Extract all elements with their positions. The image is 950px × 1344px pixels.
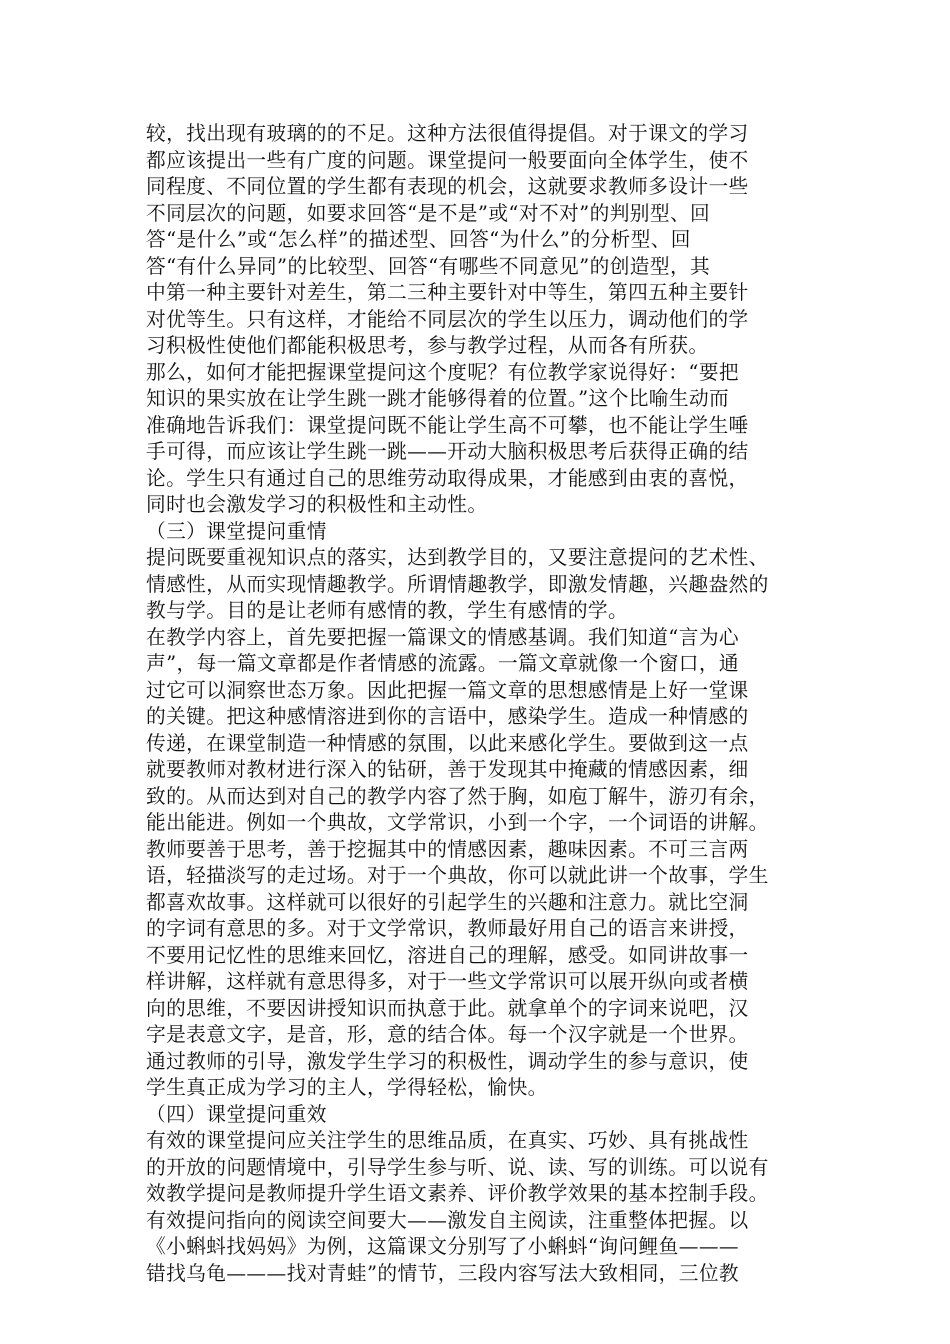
text-line: 不同层次的问题，如要求回答“是不是”或“对不对”的判别型、回 bbox=[146, 201, 711, 225]
paragraph bbox=[146, 625, 826, 1102]
text-line: 准确地告诉我们：课堂提问既不能让学生高不可攀，也不能让学生唾 bbox=[146, 413, 749, 437]
text-line: 答“是什么”或“怎么样”的描述型、回答“为什么”的分析型、回 bbox=[146, 228, 691, 251]
text-line: 不要用记忆性的思维来回忆，溶进自己的理解，感受。如同讲故事一 bbox=[146, 943, 749, 967]
text-line: 字是表意文字，是音，形，意的结合体。每一个汉字就是一个世界。 bbox=[146, 1023, 749, 1046]
text-line: 论。学生只有通过自己的思维劳动取得成果，才能感到由衷的喜悦， bbox=[146, 466, 749, 490]
paragraph bbox=[146, 121, 826, 360]
text-line: 提问既要重视知识点的落实，达到教学目的，又要注意提问的艺术性、 bbox=[146, 546, 769, 569]
text-line: 情感性，从而实现情趣教学。所谓情趣教学，即激发情趣，兴趣盎然的 bbox=[146, 572, 769, 596]
text-line: 习积极性使他们都能积极思考，参与教学过程，从而各有所获。 bbox=[146, 334, 709, 357]
text-line: （三）课堂提问重情 bbox=[146, 519, 327, 543]
text-line: 致的。从而达到对自己的教学内容了然于胸，如庖丁解牛，游刃有余， bbox=[146, 784, 769, 808]
text-line: 知识的果实放在让学生跳一跳才能够得着的位置。”这个比喻生动而 bbox=[146, 387, 730, 410]
text-line: 都应该提出一些有广度的问题。课堂提问一般要面向全体学生，使不 bbox=[146, 148, 749, 172]
text-line: 有效提问指向的阅读空间要大——激发自主阅读，注重整体把握。以 bbox=[146, 1208, 749, 1232]
document-body bbox=[146, 121, 826, 1287]
text-line: 错找乌龟———找对青蛙”的情节，三段内容写法大致相同，三位教 bbox=[146, 1261, 739, 1285]
text-line: 都喜欢故事。这样就可以很好的引起学生的兴趣和注意力。就比空洞 bbox=[146, 890, 749, 914]
text-line: 传递，在课堂制造一种情感的氛围，以此来感化学生。要做到这一点 bbox=[146, 731, 749, 755]
text-line: 较，找出现有玻璃的的不足。这种方法很值得提倡。对于课文的学习 bbox=[146, 122, 749, 145]
text-line: 教与学。目的是让老师有感情的教，学生有感情的学。 bbox=[146, 599, 629, 622]
text-line: 的关键。把这种感情溶进到你的言语中，感染学生。造成一种情感的 bbox=[146, 705, 749, 728]
text-line: 手可得，而应该让学生跳一跳——开动大脑积极思考后获得正确的结 bbox=[146, 440, 749, 463]
text-line: 在教学内容上，首先要把握一篇课文的情感基调。我们知道“言为心 bbox=[146, 625, 739, 649]
text-line: 效教学提问是教师提升学生语文素养、评价教学效果的基本控制手段。 bbox=[146, 1182, 769, 1205]
text-line: 同时也会激发学习的积极性和主动性。 bbox=[146, 493, 488, 516]
text-line: 能出能进。例如一个典故，文学常识，小到一个字，一个词语的讲解。 bbox=[146, 811, 769, 834]
paragraph bbox=[146, 1102, 826, 1129]
text-line: 学生真正成为学习的主人，学得轻松，愉快。 bbox=[146, 1076, 548, 1099]
text-line: 的开放的问题情境中，引导学生参与听、说、读、写的训练。可以说有 bbox=[146, 1155, 769, 1179]
text-line: 语，轻描淡写的走过场。对于一个典故，你可以就此讲一个故事，学生 bbox=[146, 864, 769, 887]
text-line: 的字词有意思的多。对于文学常识，教师最好用自己的语言来讲授， bbox=[146, 917, 749, 940]
text-line: （四）课堂提问重效 bbox=[146, 1102, 327, 1126]
text-line: 有效的课堂提问应关注学生的思维品质，在真实、巧妙、具有挑战性 bbox=[146, 1129, 749, 1152]
text-line: 答“有什么异同”的比较型、回答“有哪些不同意见”的创造型，其 bbox=[146, 254, 711, 278]
text-line: 《小蝌蚪找妈妈》为例，这篇课文分别写了小蝌蚪“询问鲤鱼——— bbox=[146, 1235, 739, 1258]
paragraph bbox=[146, 360, 826, 519]
text-line: 声”，每一篇文章都是作者情感的流露。一篇文章就像一个窗口，通 bbox=[146, 652, 739, 675]
paragraph bbox=[146, 1208, 826, 1288]
text-line: 样讲解，这样就有意思得多，对于一些文学常识可以展开纵向或者横 bbox=[146, 970, 749, 993]
text-line: 向的思维，不要因讲授知识而执意于此。就拿单个的字词来说吧，汉 bbox=[146, 996, 749, 1020]
text-line: 那么，如何才能把握课堂提问这个度呢？有位教学家说得好：“要把 bbox=[146, 360, 739, 384]
paragraph bbox=[146, 1128, 826, 1208]
text-line: 通过教师的引导，激发学生学习的积极性，调动学生的参与意识，使 bbox=[146, 1049, 749, 1073]
text-line: 就要教师对教材进行深入的钻研，善于发现其中掩藏的情感因素，细 bbox=[146, 758, 749, 781]
text-line: 对优等生。只有这样，才能给不同层次的学生以压力，调动他们的学 bbox=[146, 307, 749, 331]
text-line: 教师要善于思考，善于挖掘其中的情感因素，趣味因素。不可三言两 bbox=[146, 837, 749, 861]
paragraph bbox=[146, 519, 826, 546]
text-line: 同程度、不同位置的学生都有表现的机会，这就要求教师多设计一些 bbox=[146, 175, 749, 198]
paragraph bbox=[146, 545, 826, 625]
text-line: 中第一种主要针对差生，第二三种主要针对中等生，第四五种主要针 bbox=[146, 281, 749, 304]
text-line: 过它可以洞察世态万象。因此把握一篇文章的思想感情是上好一堂课 bbox=[146, 678, 749, 702]
